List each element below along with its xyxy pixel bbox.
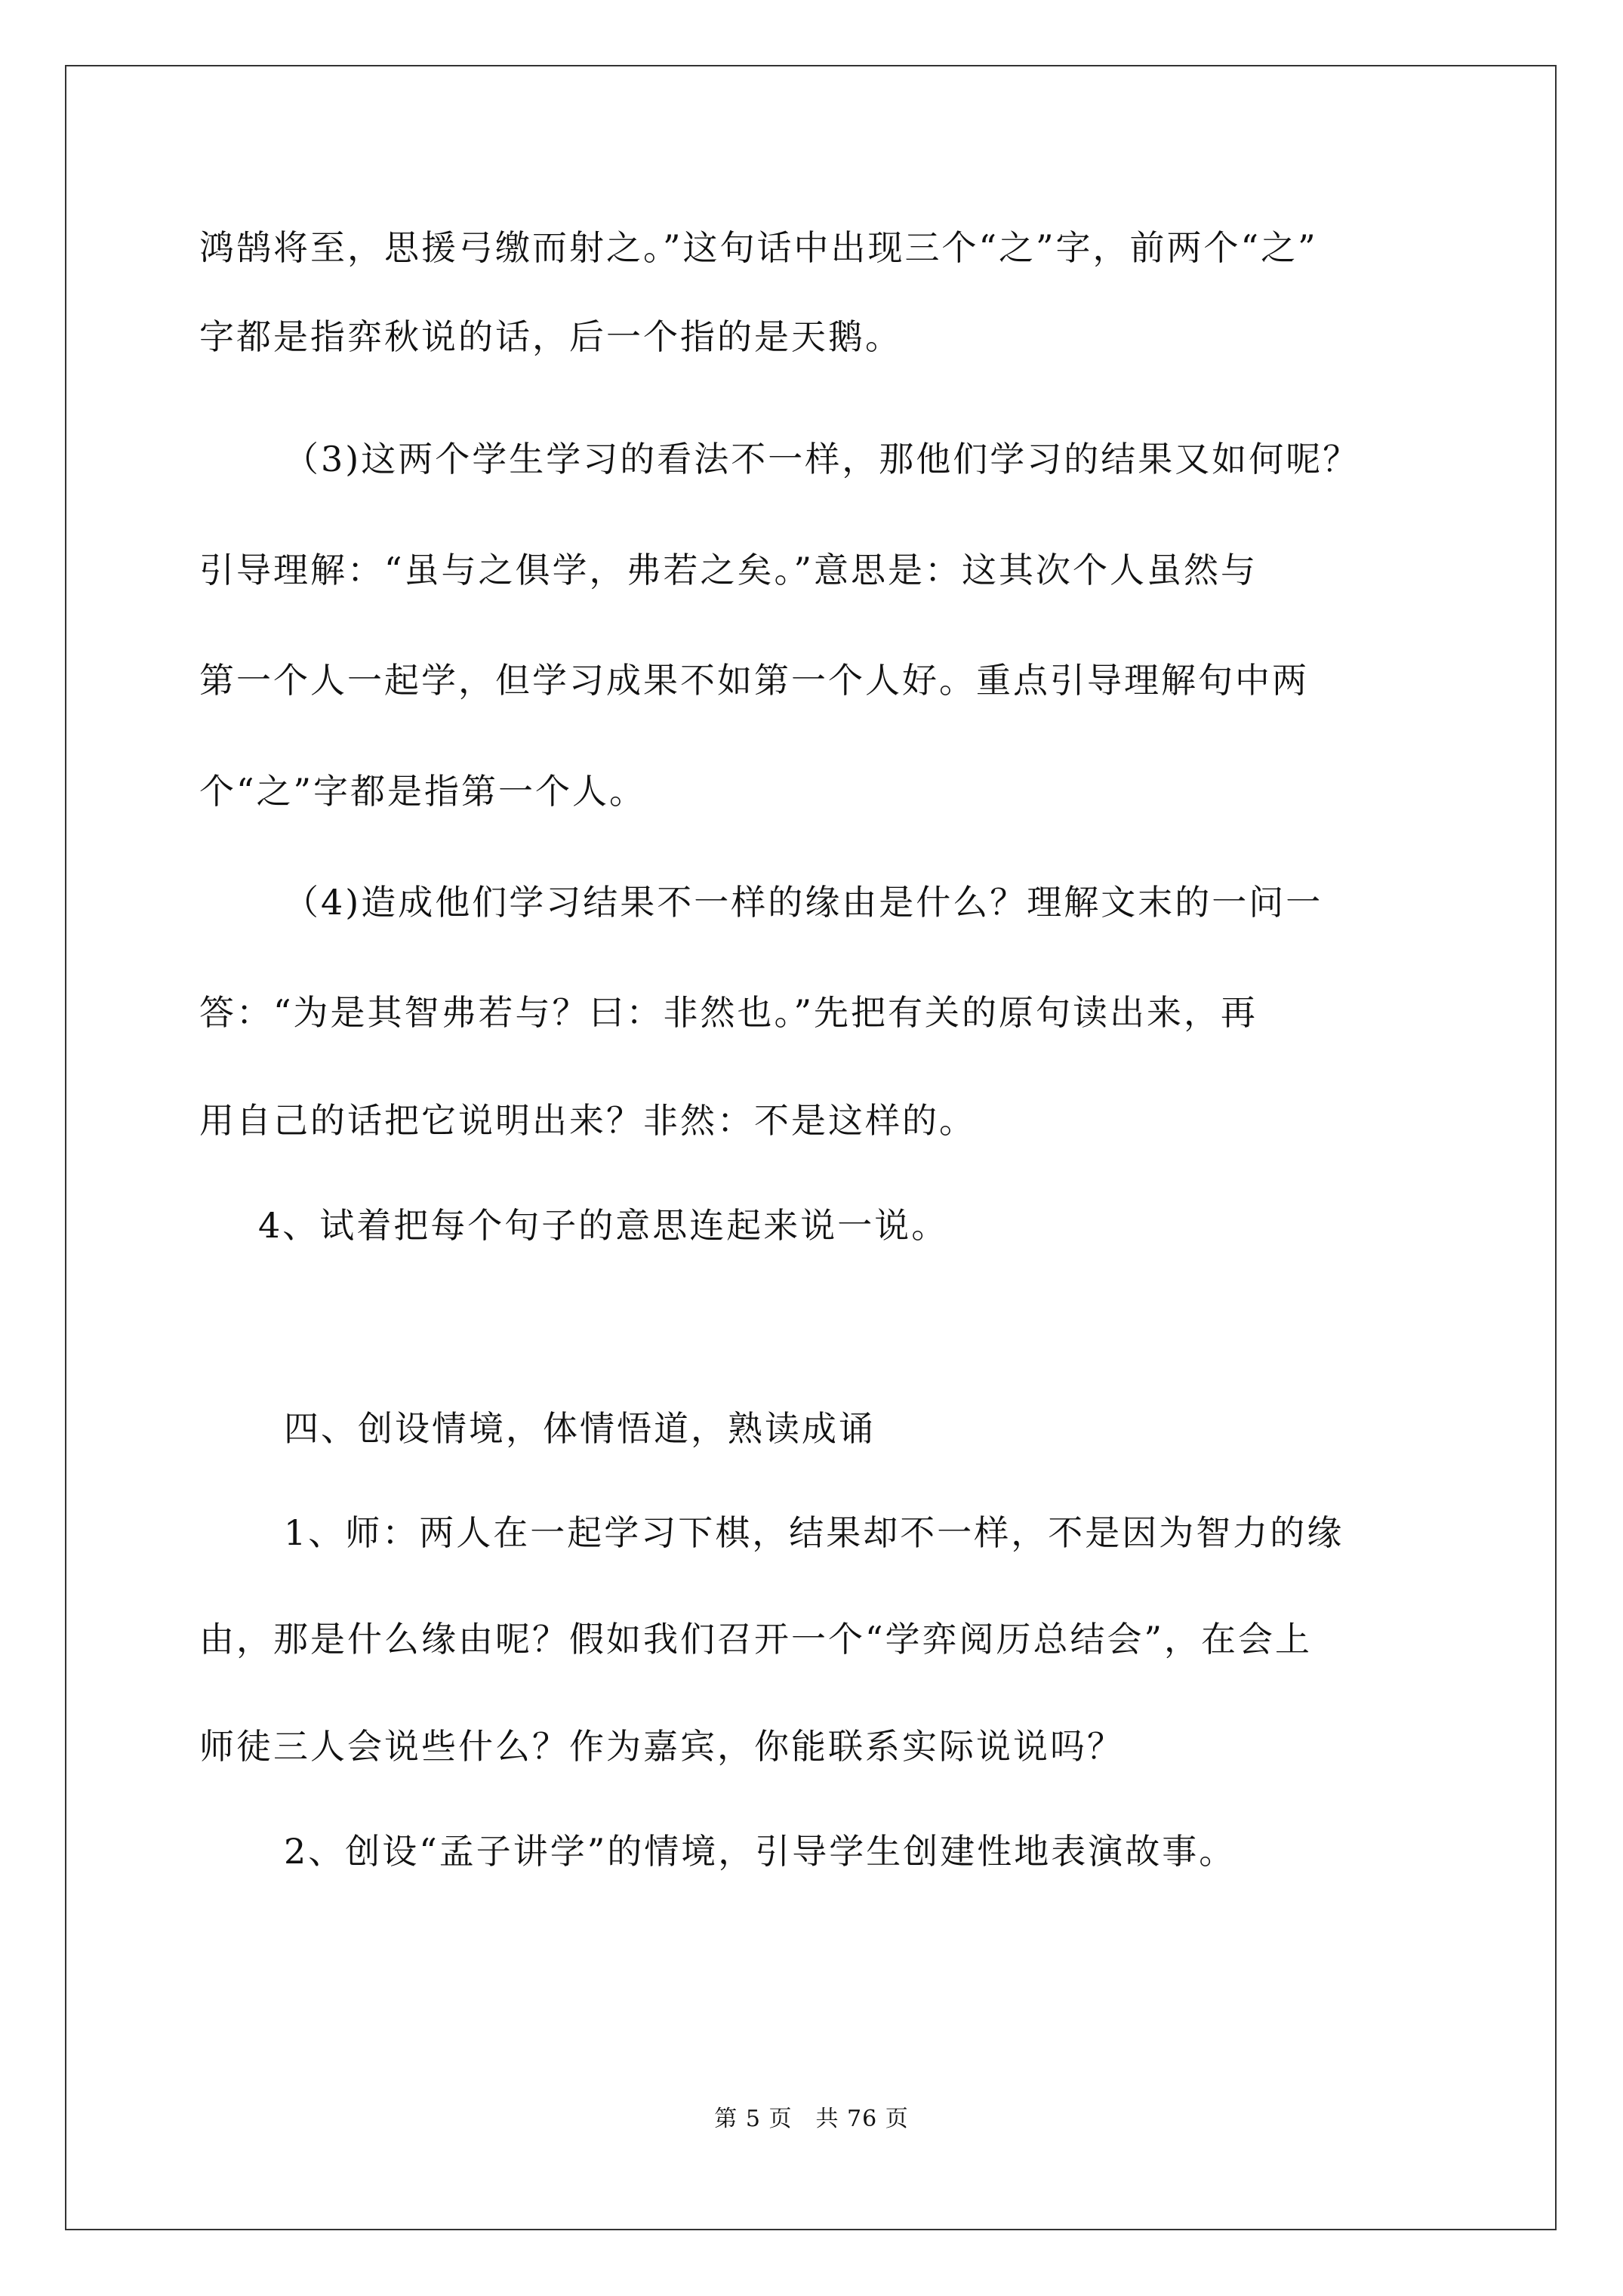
text-line-13: 由，那是什么缘由呢？假如我们召开一个“学弈阅历总结会”，在会上 bbox=[199, 1619, 1313, 1660]
page-number-footer: 第 5 页 共 76 页 bbox=[714, 2106, 909, 2132]
text-line-10: 4、试着把每个句子的意思连起来说一说。 bbox=[258, 1205, 949, 1246]
text-line-9: 用自己的话把它说明出来？非然：不是这样的。 bbox=[199, 1100, 976, 1141]
text-line-14: 师徒三人会说些什么？作为嘉宾，你能联系实际说说吗？ bbox=[199, 1726, 1124, 1767]
text-line-7: （4)造成他们学习结果不一样的缘由是什么？理解文末的一问一 bbox=[284, 882, 1323, 923]
text-line-5: 第一个人一起学，但学习成果不如第一个人好。重点引导理解句中两 bbox=[199, 660, 1309, 701]
text-line-15: 2、创设“孟子讲学”的情境，引导学生创建性地表演故事。 bbox=[284, 1831, 1236, 1872]
text-line-1: 鸿鹄将至，思援弓缴而射之。”这句话中出现三个“之”字，前两个“之” bbox=[199, 227, 1318, 268]
text-line-8: 答：“为是其智弗若与？曰：非然也。”先把有关的原句读出来，再 bbox=[199, 992, 1258, 1033]
text-line-2: 字都是指弈秋说的话，后一个指的是天鹅。 bbox=[199, 316, 902, 357]
section-heading: 四、创设情境，体情悟道，熟读成诵 bbox=[284, 1408, 876, 1449]
page-border bbox=[65, 65, 1557, 2230]
text-line-3: （3)这两个学生学习的看法不一样，那他们学习的结果又如何呢？ bbox=[284, 439, 1360, 479]
text-line-4: 引导理解：“虽与之俱学，弗若之矣。”意思是：这其次个人虽然与 bbox=[199, 550, 1258, 590]
text-line-6: 个“之”字都是指第一个人。 bbox=[199, 771, 647, 812]
text-line-12: 1、师：两人在一起学习下棋，结果却不一样，不是因为智力的缘 bbox=[284, 1512, 1344, 1553]
